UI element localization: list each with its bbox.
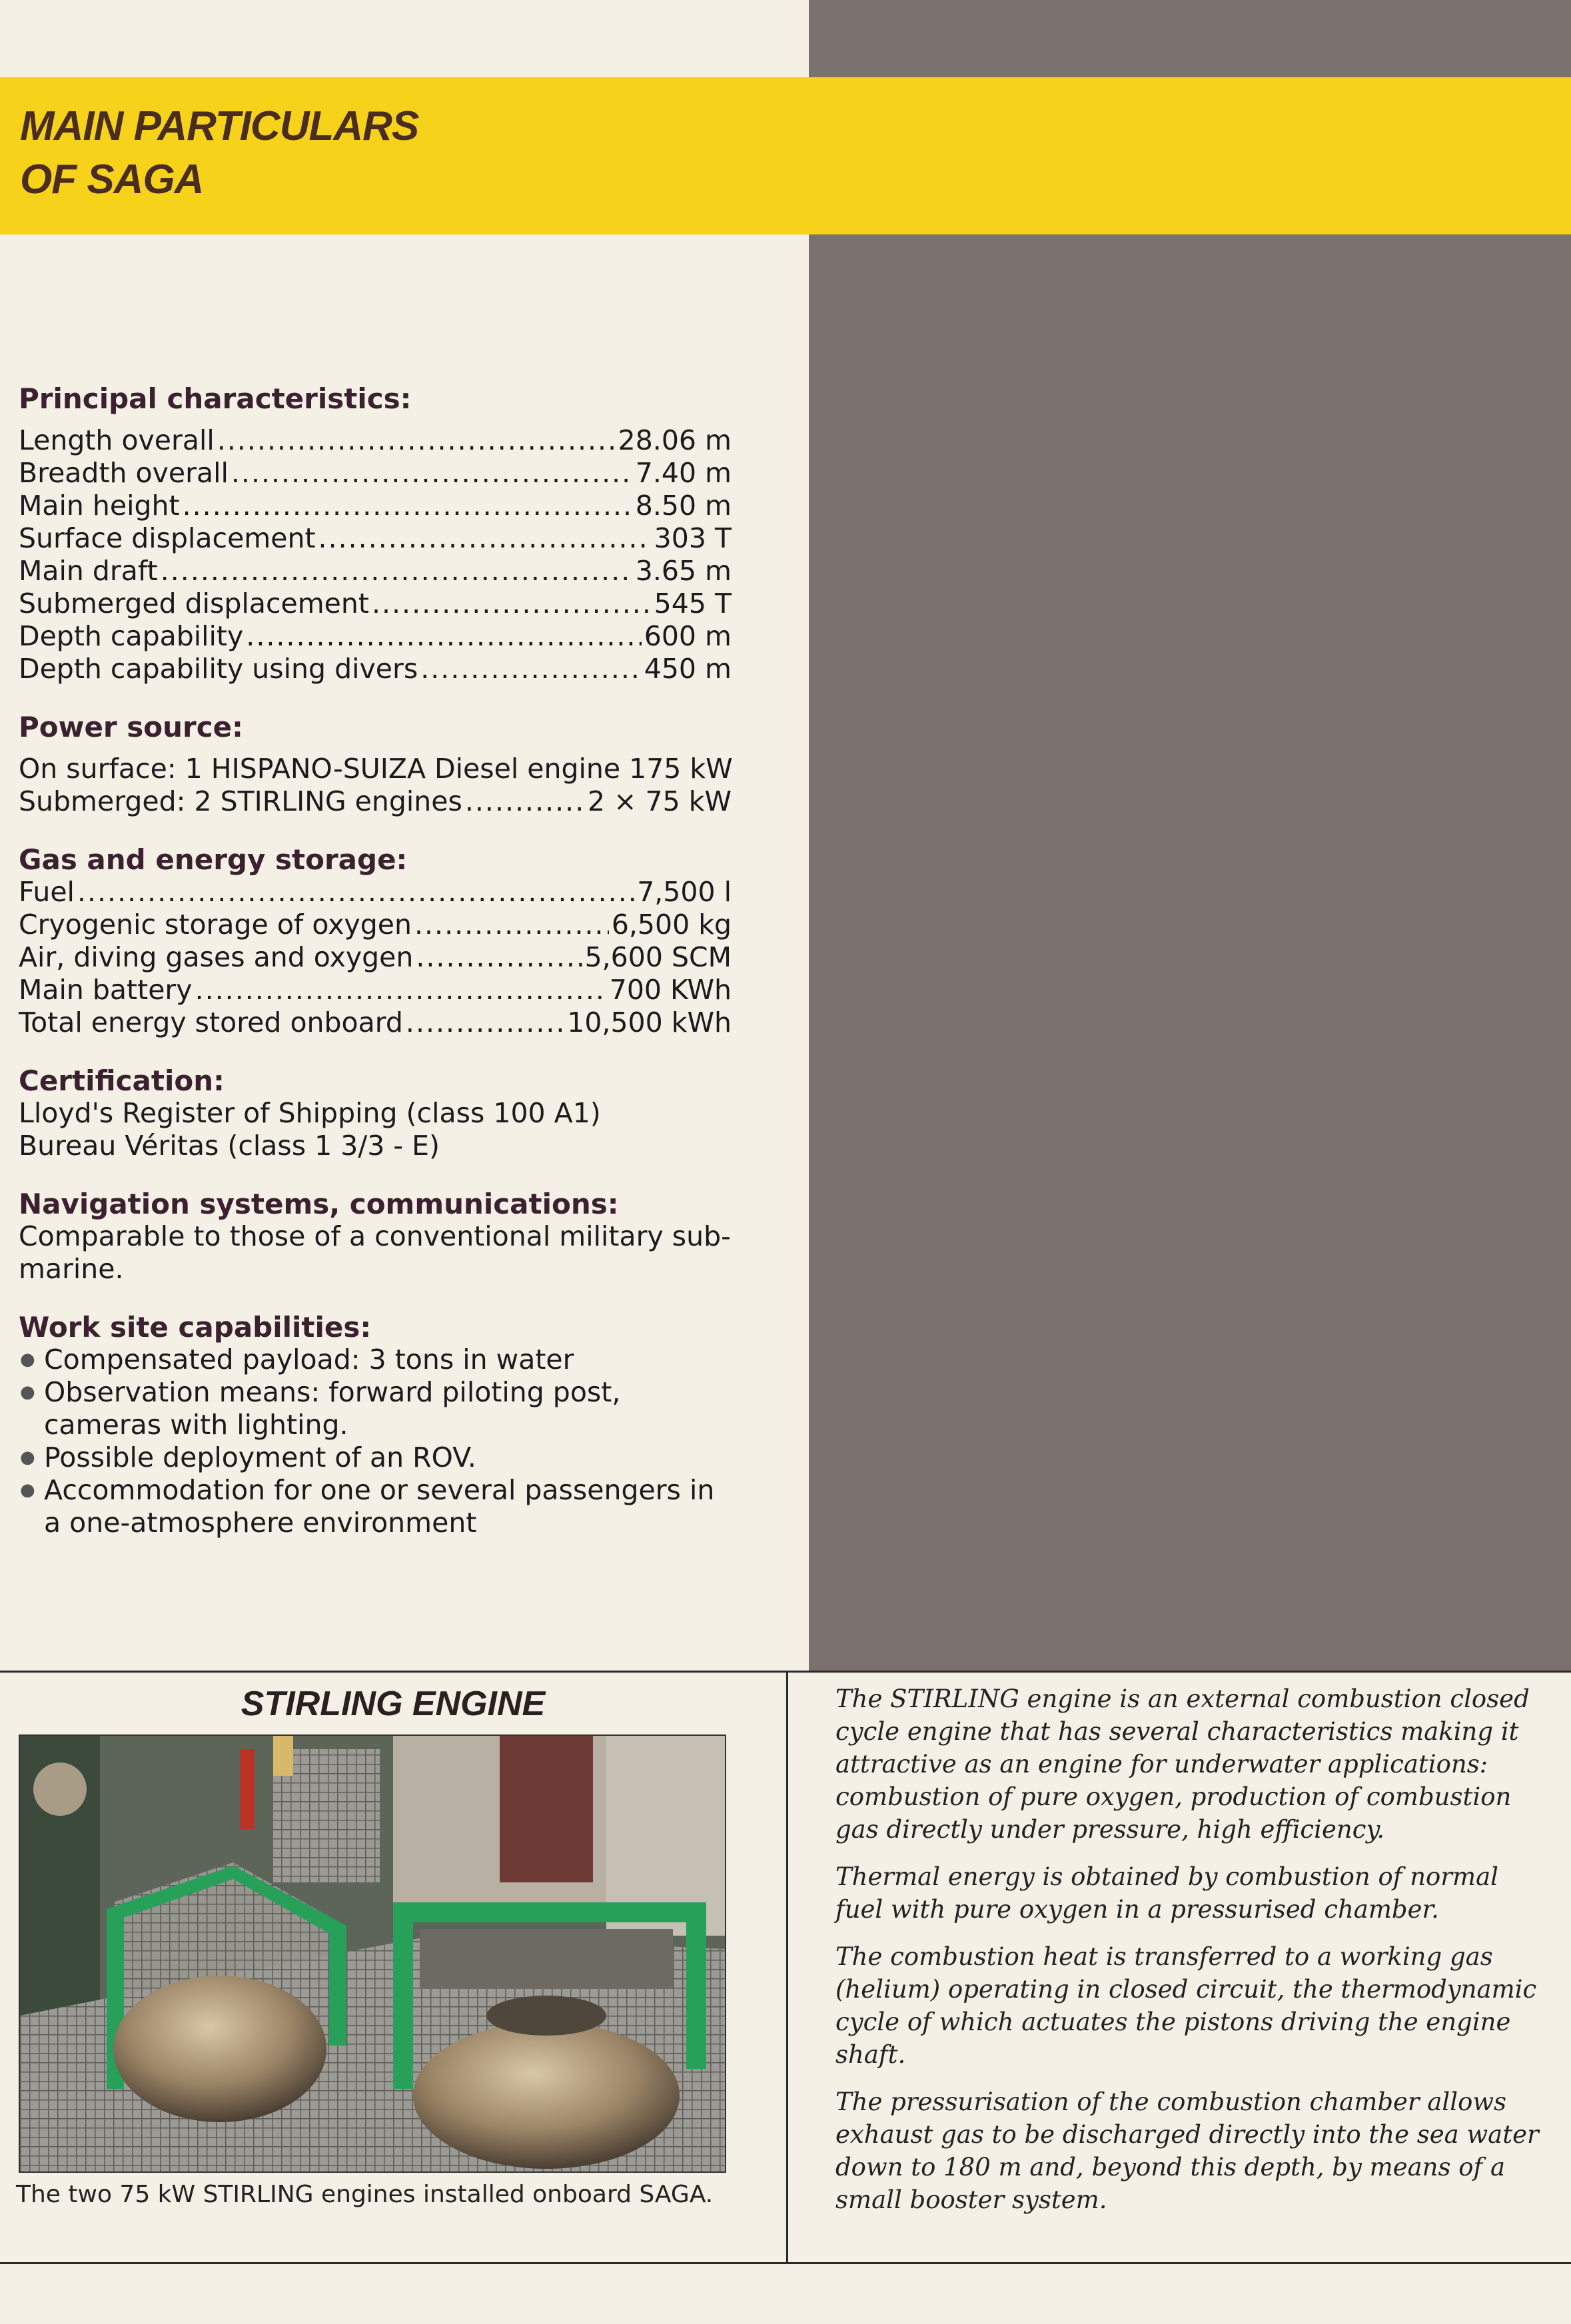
spec-row: [19, 876, 732, 909]
spec-label: Submerged: 2 STIRLING engines: [19, 785, 462, 817]
divider-vertical: [786, 1673, 788, 2262]
section-worksite: [19, 1311, 732, 1539]
spec-row: [19, 522, 732, 555]
spec-value: 450 m: [644, 653, 732, 685]
section-heading: Work site capabilities:: [19, 1311, 372, 1344]
spec-label: Air, diving gases and oxygen: [19, 941, 414, 973]
spec-label: Depth capability: [19, 620, 244, 652]
spec-label: Main height: [19, 490, 180, 522]
spec-label: Total energy stored onboard: [19, 1006, 403, 1038]
paragraph: Thermal energy is obtained by combustion of normal fuel with pure oxygen in a pressurised chamber.: [835, 1862, 1498, 1924]
divider-bottom: [0, 2262, 1571, 2264]
section-heading: Navigation systems, communications:: [19, 1188, 619, 1220]
section-navigation: [19, 1188, 732, 1286]
paragraph: The combustion heat is transferred to a working gas (helium) operating in closed circuit, the thermodynamic cycle of which actuates the pistons driving the engine shaft.: [835, 1942, 1537, 2069]
title-line-2: OF SAGA: [20, 157, 204, 202]
worksite-list: [19, 1344, 732, 1539]
spec-label: Submerged displacement: [19, 587, 369, 619]
spec-value: 28.06 m: [618, 424, 732, 456]
photo-caption: The two 75 kW STIRLING engines installed onboard SAGA.: [16, 2181, 714, 2208]
spec-row: [19, 974, 732, 1006]
section-heading: Principal characteristics:: [19, 382, 412, 415]
spec-row: [19, 941, 732, 974]
certification-line: Bureau Véritas (class 1 3/3 - E): [19, 1130, 440, 1162]
spec-row: [19, 424, 732, 457]
spec-label: Main draft: [19, 555, 158, 587]
spec-value: 8.50 m: [635, 490, 732, 522]
engine-description: [835, 1683, 1548, 2231]
spec-row: [19, 555, 732, 587]
section-heading: Gas and energy storage:: [19, 843, 408, 876]
navigation-text: Comparable to those of a conventional military sub-marine.: [19, 1220, 731, 1285]
spec-value: 700 KWh: [609, 974, 732, 1006]
power-surface-line: On surface: 1 HISPANO-SUIZA Diesel engine 175 kW: [19, 753, 733, 785]
spec-value: 303 T: [654, 522, 732, 554]
certification-line: Lloyd's Register of Shipping (class 100 A1): [19, 1097, 601, 1129]
spec-row: [19, 587, 732, 620]
spec-row: [19, 653, 732, 685]
spec-row: [19, 620, 732, 653]
spec-value: 600 m: [644, 620, 732, 652]
spec-row: [19, 490, 732, 522]
spec-value: 6,500 kg: [611, 909, 732, 941]
section-heading: Power source:: [19, 711, 243, 743]
grey-side-panel: [809, 0, 1571, 1671]
spec-row: [19, 785, 732, 818]
spec-row: [19, 457, 732, 490]
spec-value: 7,500 l: [637, 876, 732, 908]
list-item: ● Accommodation for one or several passengers in a one-atmosphere environment: [19, 1474, 732, 1539]
page-title: [20, 100, 418, 206]
spec-label: Breadth overall: [19, 457, 229, 489]
spec-value: 545 T: [654, 587, 732, 619]
spec-value: 5,600 SCM: [584, 941, 732, 973]
list-item: ● Observation means: forward piloting post, cameras with lighting.: [19, 1376, 732, 1441]
list-item: ● Compensated payload: 3 tons in water: [19, 1344, 732, 1376]
spec-value: 10,500 kWh: [567, 1006, 732, 1038]
spec-label: Fuel: [19, 876, 75, 908]
spec-label: Surface displacement: [19, 522, 316, 554]
spec-label: Cryogenic storage of oxygen: [19, 909, 412, 941]
stirling-heading: STIRLING ENGINE: [241, 1685, 546, 1723]
engine-photo: [19, 1735, 726, 2173]
specifications: [19, 382, 732, 1565]
section-storage: [19, 843, 732, 1039]
spec-value: 3.65 m: [635, 555, 732, 587]
spec-label: Main battery: [19, 974, 193, 1006]
spec-value: 7.40 m: [635, 457, 732, 489]
spec-label: Length overall: [19, 424, 215, 456]
section-heading: Certification:: [19, 1064, 225, 1097]
list-item: ● Possible deployment of an ROV.: [19, 1441, 732, 1474]
divider-top: [0, 1671, 1571, 1673]
spec-label: Depth capability using divers: [19, 653, 418, 685]
section-certification: [19, 1064, 732, 1162]
paragraph: The STIRLING engine is an external combustion closed cycle engine that has several characteristics making it attractive as an engine for underwater applications: combustion of pure oxygen, production of combustion gas directly under pressure, high efficiency.: [835, 1685, 1530, 1844]
spec-value: 2 × 75 kW: [588, 785, 732, 817]
spec-row: [19, 909, 732, 941]
spec-row: [19, 1006, 732, 1039]
title-line-1: MAIN PARTICULARS: [20, 103, 419, 149]
section-principal: [19, 382, 732, 685]
section-power: [19, 711, 732, 818]
paragraph: The pressurisation of the combustion chamber allows exhaust gas to be discharged directly into the sea water down to 180 m and, beyond this depth, by means of a small booster system.: [835, 2088, 1539, 2214]
